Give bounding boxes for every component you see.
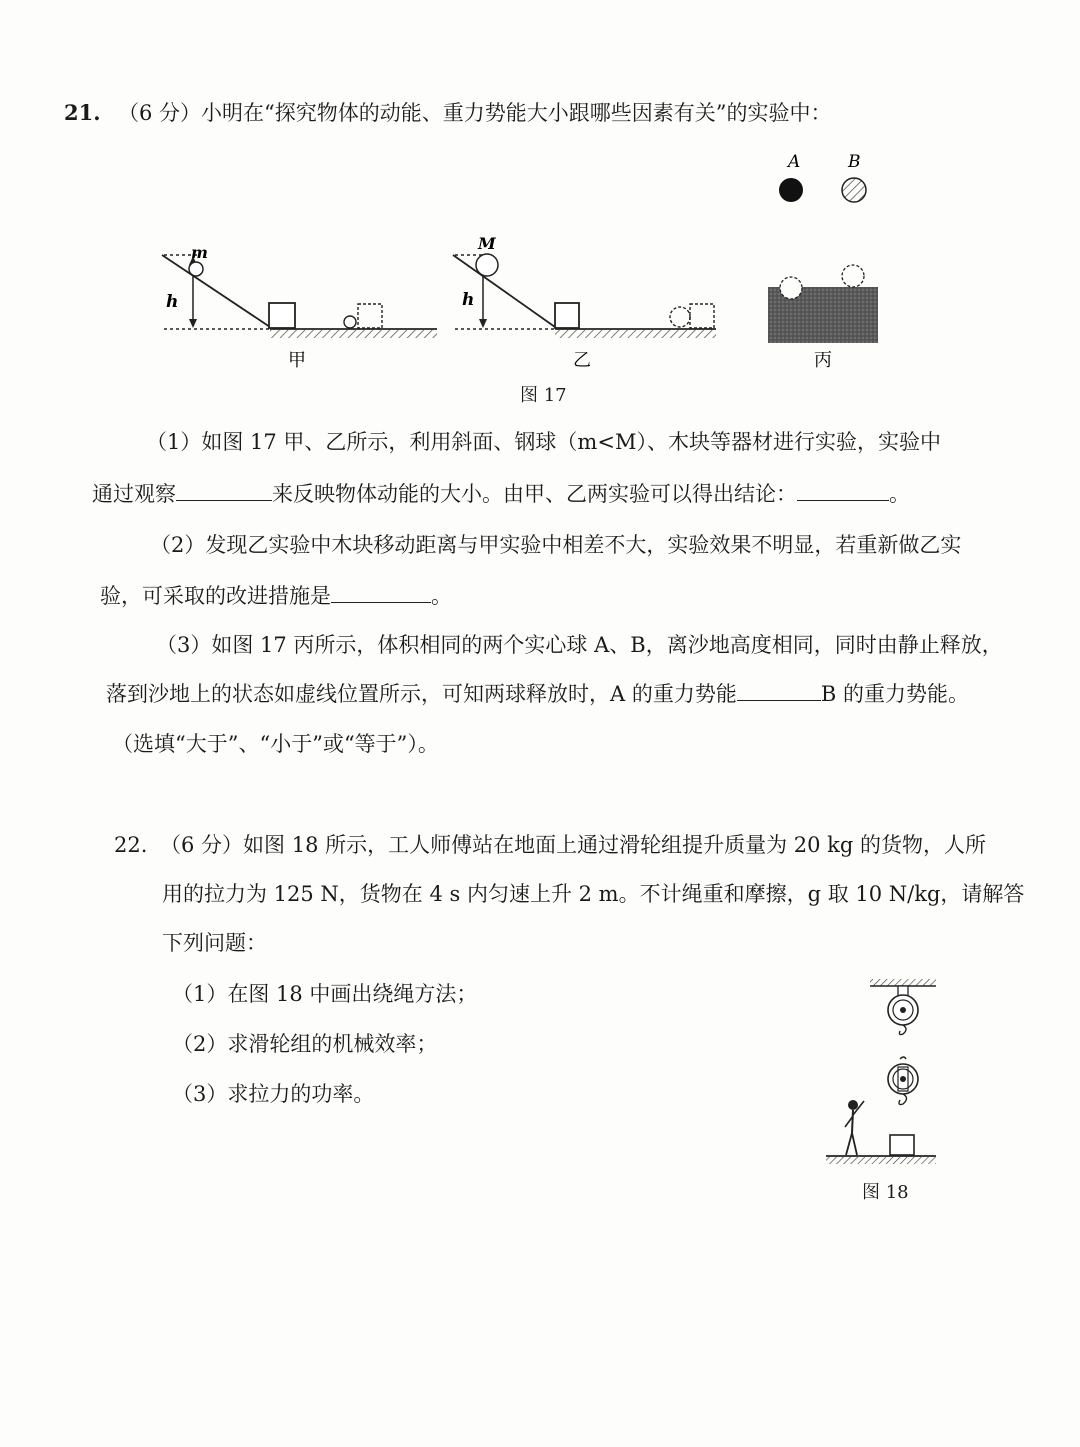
height-label-yi: h	[462, 290, 475, 310]
q21-p1-line2	[92, 480, 910, 508]
setup-bing	[768, 265, 878, 371]
q22-number: 22.	[114, 833, 148, 857]
figure-18-caption: 图 18	[862, 1182, 909, 1203]
label-yi: 乙	[573, 350, 591, 371]
figure-18	[820, 975, 945, 1175]
q21-p2-line2	[100, 582, 452, 610]
q21-p1-blank-conclusion[interactable]	[797, 480, 889, 501]
ball-b-label: B	[848, 152, 861, 172]
ball-a-label: A	[788, 152, 801, 172]
q21-p3-blank-compare[interactable]	[737, 680, 821, 701]
figure-17	[150, 145, 910, 380]
q21-p2-blank-improve[interactable]	[331, 582, 431, 603]
mass-label-m: m	[191, 243, 208, 262]
q21-header: （6 分）小明在“探究物体的动能、重力势能大小跟哪些因素有关”的实验中：	[118, 101, 832, 125]
ball-a	[779, 178, 803, 202]
q22-sub3: （3）求拉力的功率。	[172, 1082, 375, 1106]
label-jia: 甲	[288, 350, 306, 371]
q21-p3-line2	[106, 680, 969, 708]
q22-line3: 下列问题：	[162, 931, 267, 955]
q21-p3-text-a: 落到沙地上的状态如虚线位置所示，可知两球释放时，A 的重力势能	[106, 682, 737, 706]
setup-jia	[162, 243, 437, 371]
q21-p1-text-b: 来反映物体动能的大小。由甲、乙两实验可以得出结论：	[272, 482, 797, 506]
q21-number: 21.	[64, 100, 101, 125]
q21-p2-text-b: 。	[431, 584, 452, 608]
q22-sub2: （2）求滑轮组的机械效率；	[172, 1032, 438, 1056]
q21-p3-line3: （选填“大于”、“小于”或“等于”）。	[112, 732, 439, 756]
figure-17-caption: 图 17	[520, 385, 567, 406]
q21-p1-line1: （1）如图 17 甲、乙所示，利用斜面、钢球（m<M）、木块等器材进行实验，实验中	[146, 430, 941, 454]
q21-p2-line1: （2）发现乙实验中木块移动距离与甲实验中相差不大，实验效果不明显，若重新做乙实	[150, 533, 962, 557]
mass-label-M: M	[478, 234, 496, 253]
q22-sub1: （1）在图 18 中画出绕绳方法；	[172, 982, 478, 1006]
q21-p2-text-a: 验，可采取的改进措施是	[100, 584, 331, 608]
q21-p1-text-c: 。	[889, 482, 910, 506]
ball-b	[842, 178, 866, 202]
q22-line2: 用的拉力为 125 N，货物在 4 s 内匀速上升 2 m。不计绳重和摩擦，g 取 10 N/kg，请解答	[162, 882, 1025, 906]
q21-p1-blank-observe[interactable]	[176, 480, 272, 501]
q21-p3-line1: （3）如图 17 丙所示，体积相同的两个实心球 A、B，离沙地高度相同，同时由静止释放，	[156, 633, 1003, 657]
height-label-jia: h	[166, 292, 179, 312]
q21-p1-text-a: 通过观察	[92, 482, 176, 506]
q21-p3-text-b: B 的重力势能。	[820, 682, 969, 706]
label-bing: 丙	[814, 350, 832, 371]
q22-line1: （6 分）如图 18 所示，工人师傅站在地面上通过滑轮组提升质量为 20 kg 的货物，人所	[160, 833, 987, 857]
setup-yi	[453, 234, 716, 371]
